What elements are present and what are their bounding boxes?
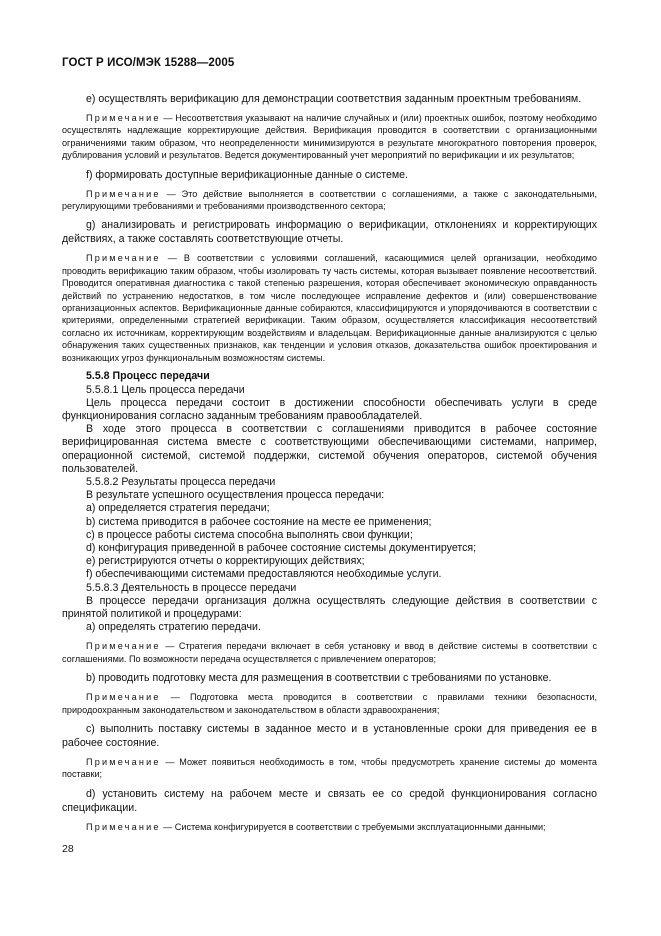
note-label: Примечание (86, 113, 161, 123)
note-label: Примечание (86, 756, 161, 767)
note-paragraph (62, 821, 597, 833)
body-paragraph: e) регистрируются отчеты о корректирующих действиях; (86, 555, 365, 568)
note-dash: — (160, 113, 176, 123)
note-dash: — (160, 253, 184, 264)
document-body (62, 92, 597, 839)
note-dash: — (160, 188, 182, 199)
note-paragraph (62, 188, 597, 213)
note-text: Это действие выполняется в соответствии с соглашениями, а также с законодательными, регулирующими требованиями и требованиями производственного сектора; (62, 188, 597, 212)
body-paragraph: В процессе передачи организация должна осуществлять следующие действия в соответствии с принятой политикой и процедурами: (62, 594, 597, 620)
note-text: Подготовка места проводится в соответствии с правилами техники безопасности, природоохранным законодательством и законодательством в области здравоохранения; (62, 692, 597, 715)
body-paragraph: a) определяется стратегия передачи; (86, 502, 270, 515)
body-paragraph: c) в процессе работы система способна выполнять свои функции; (86, 528, 413, 541)
body-paragraph: b) система приводится в рабочее состояние на месте ее применения; (86, 515, 432, 528)
page-number: 28 (62, 843, 74, 855)
note-paragraph (62, 756, 597, 781)
body-paragraph: Цель процесса передачи состоит в достижении способности обеспечивать услуги в среде функционирования согласно заданным требованиям правообладателей. (62, 396, 597, 422)
list-item-paragraph: e) осуществлять верификацию для демонстрации соответствия заданным проектным требованиям. (86, 93, 582, 105)
note-label: Примечание (86, 641, 161, 652)
list-item-paragraph: f) формировать доступные верификационные данные о системе. (86, 168, 408, 181)
body-paragraph: a) определять стратегию передачи. (86, 621, 261, 634)
section-heading: 5.5.8 Процесс передачи (86, 370, 210, 383)
note-paragraph (62, 691, 597, 716)
note-dash: — (160, 756, 180, 767)
document-code-header: ГОСТ Р ИСО/МЭК 15288—2005 (62, 57, 235, 69)
body-paragraph: d) конфигурация приведенной в рабочее состояние системы документируется; (86, 541, 477, 554)
note-text: Система конфигурируется в соответствии с требуемыми эксплуатационными данными; (174, 821, 546, 832)
body-paragraph: 5.5.8.3 Деятельность в процессе передачи (86, 581, 297, 594)
note-label: Примечание (86, 821, 161, 832)
note-text: Несоответствия указывают на наличие случайных и (или) проектных ошибок, поэтому необходимо осуществлять надлежащие корректирующие действия. Верификация проводится в соответствии с организационными ограничениями таким образом, что неопределенности минимизируются в результате многократного повторения проверок, дублирования условий и результатов. Ведется документированный учет мероприятий по верификации и их результатов; (62, 113, 597, 161)
note-dash: — (160, 692, 190, 703)
note-text: Может появиться необходимость в том, чтобы предусмотреть хранение системы до момента поставки; (62, 756, 597, 780)
list-item-paragraph: g) анализировать и регистрировать информацию о верификации, отклонениях и корректирующих действиях, а также составлять соответствующие отчеты. (62, 219, 597, 246)
note-text: Стратегия передачи включает в себя установку и ввод в действие системы в соответствии с соглашениями. По возможности передача осуществляется с привлечением операторов; (62, 641, 597, 664)
body-paragraph: 5.5.8.1 Цель процесса передачи (86, 383, 245, 396)
body-paragraph: В результате успешного осуществления процесса передачи: (86, 489, 385, 502)
list-item-paragraph: c) выполнить поставку системы в заданное место и в установленные сроки для приведения ее в рабочее состояние. (62, 722, 597, 749)
note-dash: — (160, 821, 175, 832)
list-item-paragraph: d) установить систему на рабочем месте и связать ее со средой функционирования согласно спецификации. (62, 787, 597, 814)
note-text: В соответствии с условиями соглашений, касающимися целей организации, необходимо проводить верификацию таким образом, чтобы изолировать ту часть системы, которая вызывает появление несоответствий. Проводится оперативная диагностика с такой степенью разрешения, которая обеспечивает экономическую оправданность действий по устранению недостатков, в том числе последующее исправление дефектов и (или) совершенствование организационных аспектов. Верификационные данные собираются, классифицируются и упорядочиваются в соответствии с критериями, определенными стратегией верификации. Таким образом, осуществляется классификация несоответствий согласно их источникам, корректирующим воздействиям и владельцам. Верификационные данные анализируются с целью обнаружения таких существенных признаков, как тенденции и условия отказов, доказательства ошибок проектирования и возникающих угроз функциональным возможностям системы. (62, 253, 597, 363)
body-paragraph: f) обеспечивающими системами предоставляются необходимые услуги. (86, 568, 442, 581)
note-label: Примечание (86, 253, 161, 264)
note-label: Примечание (86, 188, 161, 199)
note-paragraph (62, 112, 597, 162)
note-label: Примечание (86, 692, 161, 703)
note-paragraph (62, 640, 597, 665)
note-dash: — (160, 641, 179, 652)
list-item-paragraph: b) проводить подготовку места для размещения в соответствии с требованиями по установке. (86, 672, 552, 685)
body-paragraph: В ходе этого процесса в соответствии с соглашениями приводится в рабочее состояние верифицированная система вместе с соответствующими обеспечивающими системами, например, операционной системой, системой поддержки, системой обучения операторов, системой обучения пользователей. (62, 423, 597, 475)
note-paragraph (62, 252, 597, 364)
body-paragraph: 5.5.8.2 Результаты процесса передачи (86, 475, 276, 488)
